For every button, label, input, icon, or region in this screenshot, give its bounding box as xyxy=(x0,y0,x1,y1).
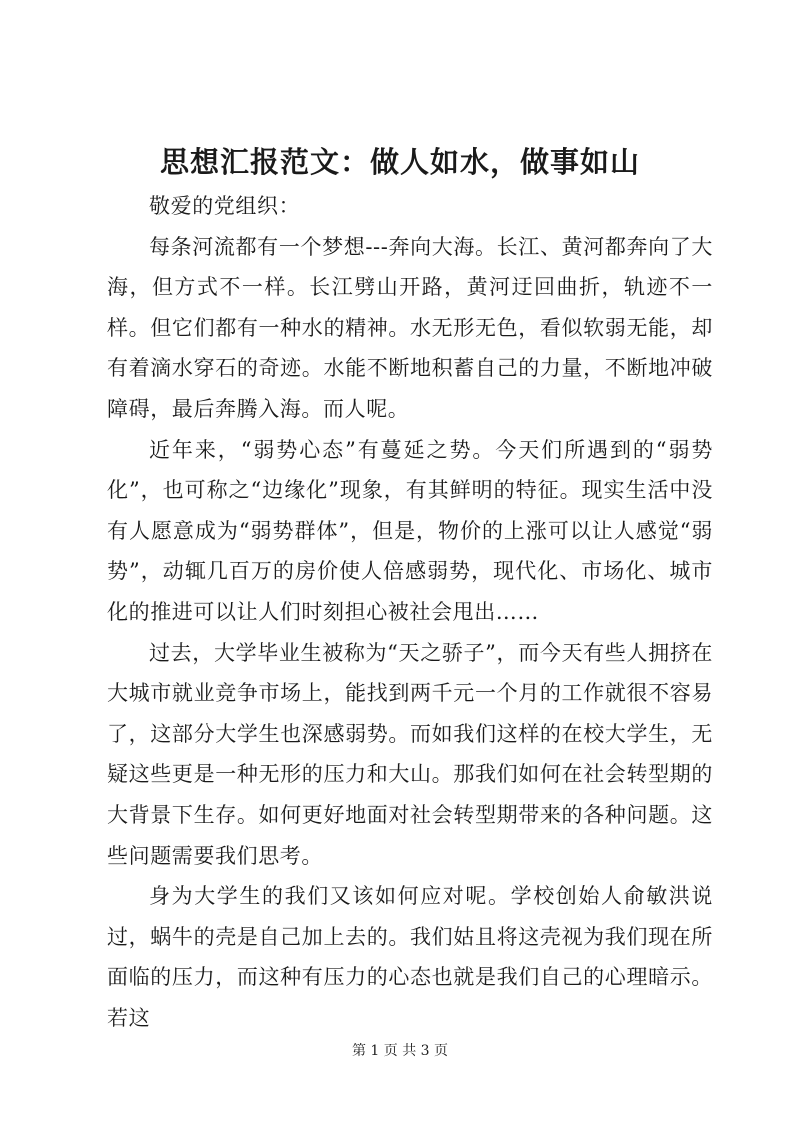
paragraph-1: 每条河流都有一个梦想---奔向大海。长江、黄河都奔向了大海，但方式不一样。长江劈山开路，黄河迂回曲折，轨迹不一样。但它们都有一种水的精神。水无形无色，看似软弱无能，却有着滴水穿石的奇迹。水能不断地积蓄自己的力量，不断地冲破障碍，最后奔腾入海。而人呢。 xyxy=(107,234,713,421)
document-title: 思想汇报范文：做人如水，做事如山 xyxy=(159,145,640,179)
paragraph-3: 过去，大学毕业生被称为“天之骄子”，而今天有些人拥挤在大城市就业竞争市场上，能找到两千元一个月的工作就很不容易了，这部分大学生也深感弱势。而如我们这样的在校大学生，无疑这些更是一种无形的压力和大山。那我们如何在社会转型期的大背景下生存。如何更好地面对社会转型期带来的各种问题。这些问题需要我们思考。 xyxy=(107,640,713,868)
page-number-footer: 第 1 页 共 3 页 xyxy=(351,1043,449,1059)
salutation: 敬爱的党组织： xyxy=(149,194,301,218)
paragraph-4: 身为大学生的我们又该如何应对呢。学校创始人俞敏洪说过，蜗牛的壳是自己加上去的。我们姑且将这壳视为我们现在所面临的压力，而这种有压力的心态也就是我们自己的心理暗示。若这 xyxy=(107,884,713,1030)
document-body xyxy=(107,186,713,1038)
paragraph-2: 近年来，“弱势心态”有蔓延之势。今天们所遇到的“弱势化”，也可称之“边缘化”现象，有其鲜明的特征。现实生活中没有人愿意成为“弱势群体”，但是，物价的上涨可以让人感觉“弱势”，动辄几百万的房价使人倍感弱势，现代化、市场化、城市化的推进可以让人们时刻担心被社会甩出…… xyxy=(107,437,713,624)
